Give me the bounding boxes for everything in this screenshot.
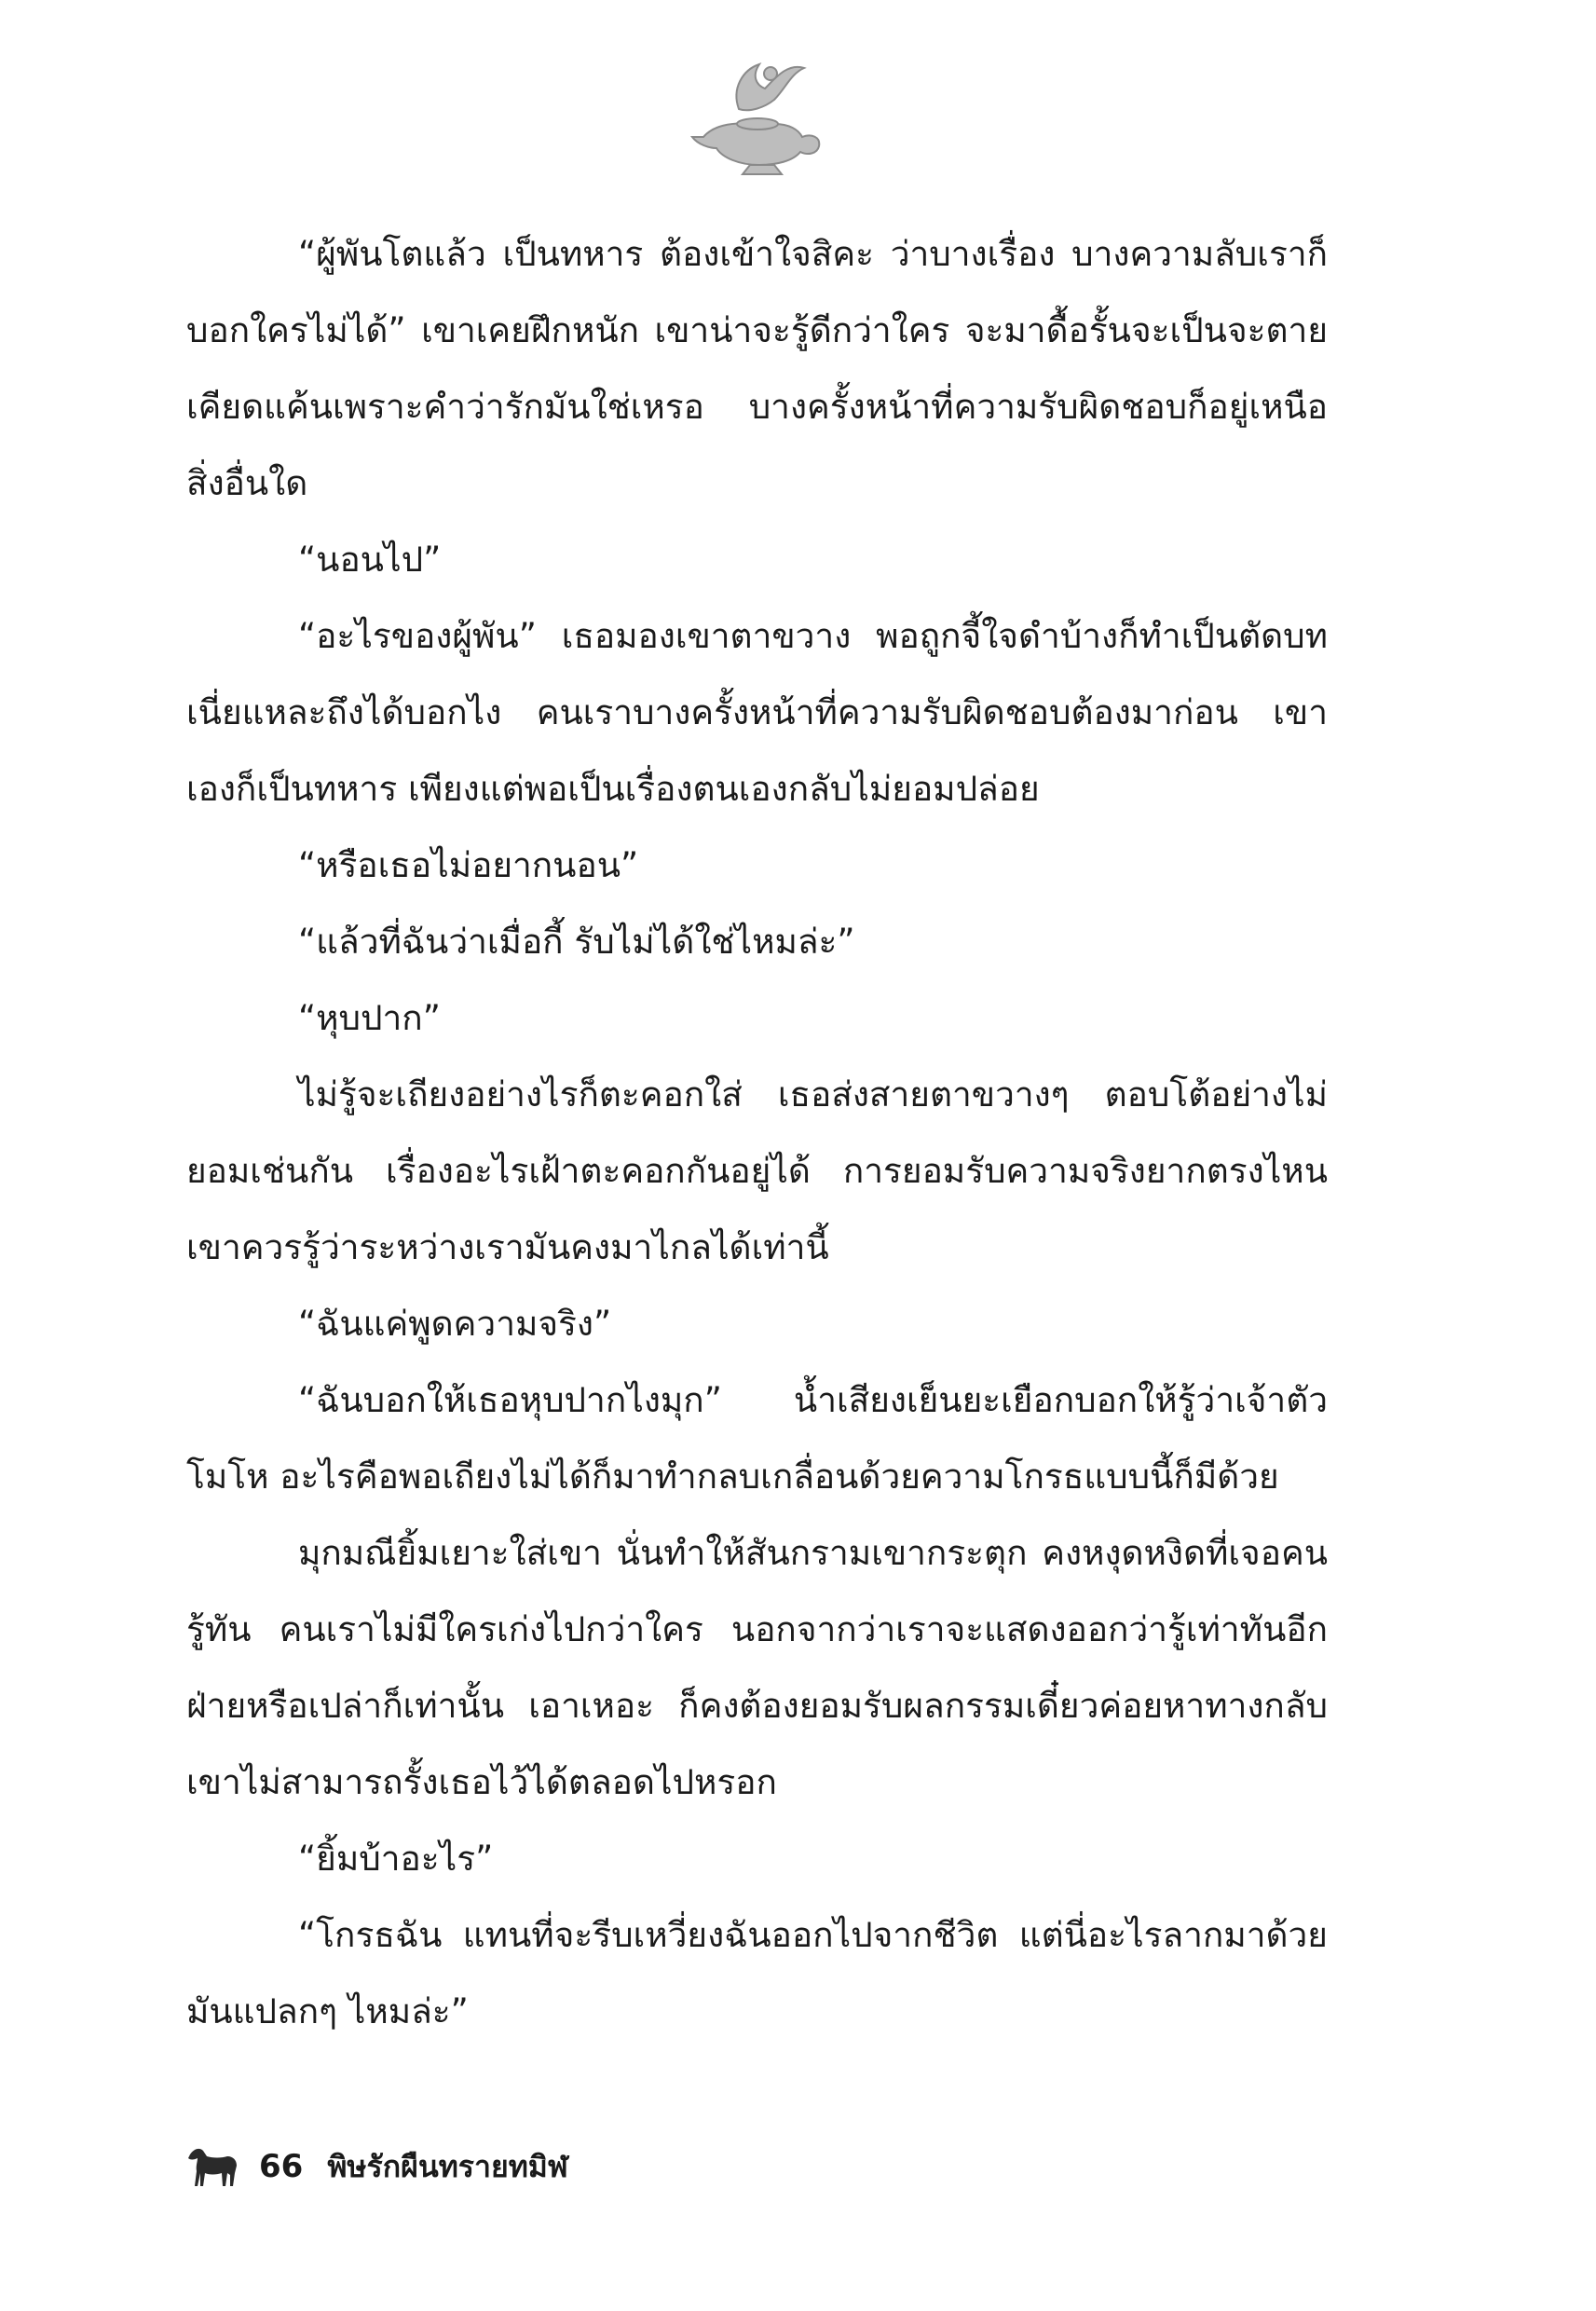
dialogue-line: “แล้วที่ฉันว่าเมื่อกี้ รับไม่ได้ใช่ไหมล่ะ”	[298, 922, 855, 962]
page-number: 66	[259, 2148, 304, 2185]
paragraph: “ผู้พันโตแล้ว เป็นทหาร ต้องเข้าใจสิคะ ว่าบางเรื่อง บางความลับเราก็บอกใครไม่ได้” เขาเคยฝึกหนัก เขาน่าจะรู้ดีกว่าใคร จะมาดื้อรั้นจะเป็นจะตายเคียดแค้นเพราะคำว่ารักมันใช่เหรอ บางครั้งหน้าที่ความรับผิดชอบก็อยู่เหนือสิ่งอื่นใด	[186, 234, 1328, 503]
paragraph: “โกรธฉัน แทนที่จะรีบเหวี่ยงฉันออกไปจากชีวิต แต่นี่อะไรลากมาด้วย มันแปลกๆ ไหมล่ะ”	[186, 1915, 1328, 2031]
paragraph: ไม่รู้จะเถียงอย่างไรก็ตะคอกใส่ เธอส่งสายตาขวางๆ ตอบโต้อย่างไม่ยอมเช่นกัน เรื่องอะไรเฝ้าตะคอกกันอยู่ได้ การยอมรับความจริงยากตรงไหน เขาควรรู้ว่าระหว่างเรามันคงมาไกลได้เท่านี้	[186, 1074, 1328, 1267]
dialogue-line: “ยิ้มบ้าอะไร”	[298, 1839, 494, 1879]
genie-lamp-icon	[685, 51, 825, 177]
dialogue-line: “หุบปาก”	[298, 998, 441, 1038]
paragraph: “อะไรของผู้พัน” เธอมองเขาตาขวาง พอถูกจี้ใจดำบ้างก็ทำเป็นตัดบท เนี่ยแหละถึงได้บอกไง คนเราบางครั้งหน้าที่ความรับผิดชอบต้องมาก่อน เขาเองก็เป็นทหาร เพียงแต่พอเป็นเรื่องตนเองกลับไม่ยอมปล่อย	[186, 616, 1328, 809]
dialogue-line: “ฉันแค่พูดความจริง”	[298, 1304, 612, 1344]
horse-icon	[186, 2145, 239, 2188]
book-title: พิษรักผืนทรายทมิฬ	[327, 2148, 568, 2184]
page-footer	[186, 2143, 568, 2190]
dialogue-line: “นอนไป”	[298, 540, 442, 580]
paragraph: มุกมณียิ้มเยาะใส่เขา นั่นทำให้สันกรามเขากระตุก คงหงุดหงิดที่เจอคนรู้ทัน คนเราไม่มีใครเก่งไปกว่าใคร นอกจากว่าเราจะแสดงออกว่ารู้เท่าทันอีกฝ่ายหรือเปล่าก็เท่านั้น เอาเหอะ ก็คงต้องยอมรับผลกรรมเดี๋ยวค่อยหาทางกลับ เขาไม่สามารถรั้งเธอไว้ได้ตลอดไปหรอก	[186, 1533, 1328, 1802]
dialogue-line: “หรือเธอไม่อยากนอน”	[298, 845, 639, 885]
body-text	[186, 216, 1328, 2050]
paragraph: “ฉันบอกให้เธอหุบปากไงมุก” น้ำเสียงเย็นยะเยือกบอกให้รู้ว่าเจ้าตัวโมโห อะไรคือพอเถียงไม่ได้ก็มาทำกลบเกลื่อนด้วยความโกรธแบบนี้ก็มีด้วย	[186, 1380, 1328, 1497]
